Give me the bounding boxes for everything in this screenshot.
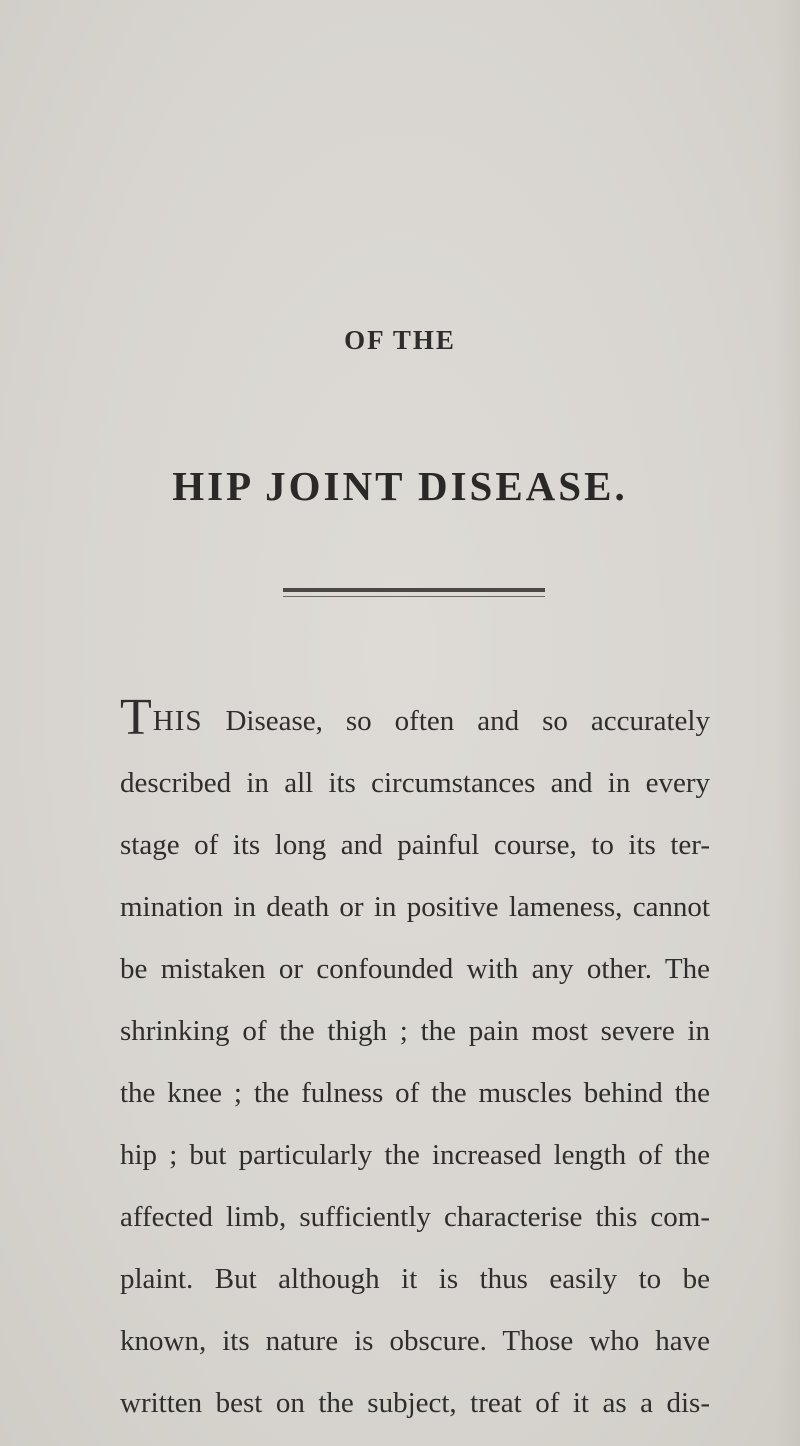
first-word-rest: HIS — [152, 705, 203, 737]
title-rule-thin — [283, 596, 545, 597]
text-line: affected limb, sufficiently characterise this com- — [120, 1201, 710, 1233]
text-line: the knee ; the fulness of the muscles behind the — [120, 1077, 710, 1109]
text-line — [120, 690, 710, 752]
body-paragraph — [120, 690, 710, 1434]
chapter-title: HIP JOINT DISEASE. — [172, 463, 628, 509]
text-line: shrinking of the thigh ; the pain most severe in — [120, 1015, 710, 1047]
text-line: described in all its circumstances and in every — [120, 767, 710, 799]
text-line: mination in death or in positive lameness, cannot — [120, 891, 710, 923]
text-line: be mistaken or confounded with any other. The — [120, 953, 710, 985]
text-line-content: Disease, so often and so accurately — [202, 705, 710, 737]
text-line: known, its nature is obscure. Those who have — [120, 1325, 710, 1357]
text-line: plaint. But although it is thus easily to be — [120, 1263, 710, 1295]
text-line: stage of its long and painful course, to its ter- — [120, 829, 710, 861]
page-edge-shadow — [775, 0, 800, 1446]
text-line: written best on the subject, treat of it as a dis- — [120, 1387, 710, 1419]
title-rule — [283, 588, 545, 592]
text-line: hip ; but particularly the increased length of the — [120, 1139, 710, 1171]
drop-cap: T — [120, 689, 152, 746]
chapter-subheading: OF THE — [344, 325, 456, 355]
